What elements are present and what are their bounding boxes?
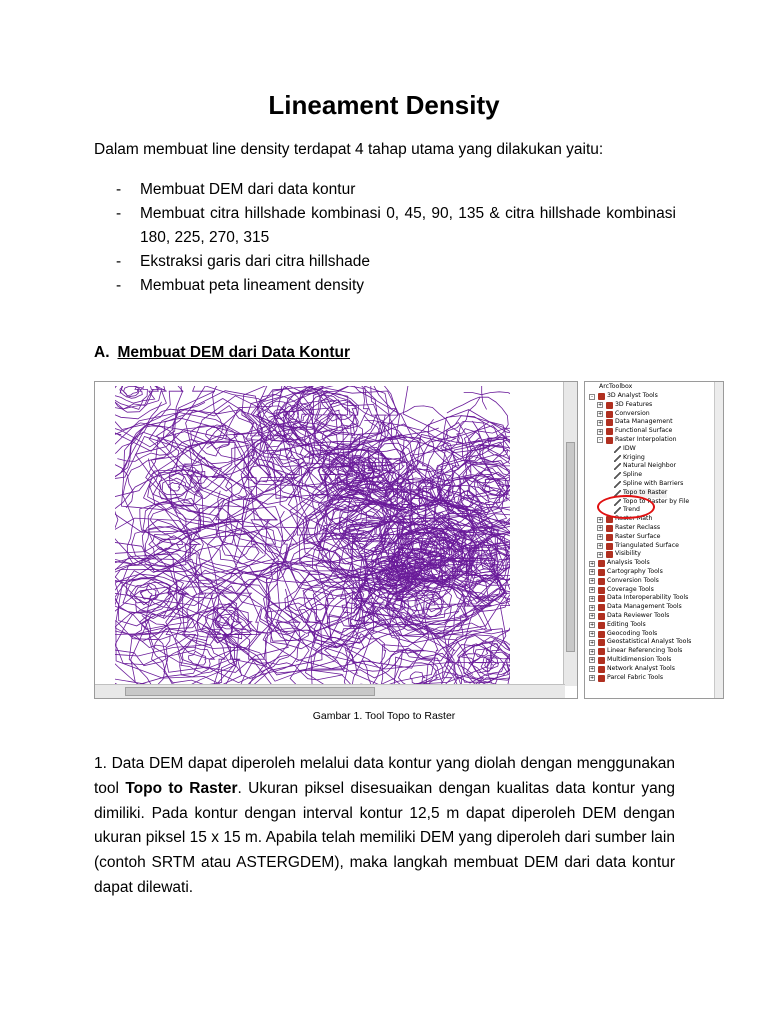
toolbox-tree-item[interactable]: [585, 638, 723, 647]
toolbox-icon: [606, 402, 613, 409]
expand-icon[interactable]: +: [598, 534, 603, 541]
expand-icon[interactable]: +: [590, 639, 595, 646]
expand-icon[interactable]: +: [590, 604, 595, 611]
expand-icon[interactable]: +: [598, 551, 603, 558]
toolbox-icon: [598, 595, 605, 602]
toolbox-icon: [598, 393, 605, 400]
toolbox-item-label: Data Interoperability Tools: [607, 594, 689, 602]
toolbox-tree-item[interactable]: [585, 489, 723, 498]
expand-icon[interactable]: +: [590, 578, 595, 585]
toolbox-icon: [606, 419, 613, 426]
toolbox-tree-item[interactable]: [585, 674, 723, 683]
toolbox-tree-item[interactable]: [585, 392, 723, 401]
toolbox-item-label: Raster Math: [615, 515, 653, 523]
page-title: Lineament Density: [268, 90, 500, 120]
expand-icon[interactable]: +: [590, 613, 595, 620]
list-item: - Membuat citra hillshade kombinasi 0, 45, 90, 135 & citra hillshade kombinasi 180, 225, 270, 315: [116, 202, 676, 250]
toolbox-icon: [598, 666, 605, 673]
expand-icon[interactable]: +: [590, 569, 595, 576]
toolbox-tree-item[interactable]: [585, 568, 723, 577]
expand-icon[interactable]: +: [590, 622, 595, 629]
toolbox-item-label: Coverage Tools: [607, 585, 654, 593]
scroll-thumb[interactable]: [125, 687, 375, 696]
toolbox-icon: [598, 631, 605, 638]
list-item: - Membuat peta lineament density: [116, 274, 676, 298]
expand-icon[interactable]: +: [590, 657, 595, 664]
toolbox-tree-item[interactable]: [585, 612, 723, 621]
toolbox-icon: [598, 657, 605, 664]
toolbox-icon: [598, 560, 605, 567]
figure-caption: Gambar 1. Tool Topo to Raster: [312, 710, 456, 722]
toolbox-icon: [606, 525, 613, 532]
toolbox-item-label: Natural Neighbor: [623, 462, 677, 470]
list-marker: -: [116, 277, 122, 294]
toolbox-item-label: Conversion: [615, 409, 650, 417]
toolbox-item-label: Spline: [623, 471, 643, 479]
expand-icon[interactable]: +: [590, 648, 595, 655]
highlight-circle: [597, 495, 655, 519]
toolbox-item-label: Kriging: [623, 453, 645, 461]
toolbox-scrollbar[interactable]: [714, 382, 723, 699]
toolbox-item-label: Trend: [623, 506, 640, 514]
toolbox-icon: [598, 613, 605, 620]
toolbox-tree-item[interactable]: [585, 630, 723, 639]
contour-line: [464, 386, 510, 398]
expand-icon[interactable]: +: [598, 402, 603, 409]
toolbox-item-label: Geocoding Tools: [607, 629, 658, 637]
toolbox-icon: [598, 587, 605, 594]
toolbox-item-label: Raster Reclass: [615, 523, 661, 531]
contour-map-image: [115, 386, 510, 684]
toolbox-tree-item[interactable]: [585, 454, 723, 463]
list-item: - Ekstraksi garis dari citra hillshade: [116, 250, 676, 274]
contour-line: [115, 402, 205, 463]
toolbox-tree-item[interactable]: [585, 533, 723, 542]
scroll-thumb[interactable]: [566, 442, 575, 652]
expand-icon[interactable]: +: [590, 666, 595, 673]
toolbox-item-label: Multidimension Tools: [607, 655, 672, 663]
toolbox-tree-item[interactable]: [585, 594, 723, 603]
toolbox-icon: [598, 604, 605, 611]
toolbox-icon: [598, 648, 605, 655]
toolbox-item-label: Spline with Barriers: [623, 479, 684, 487]
toolbox-tree-item[interactable]: [585, 647, 723, 656]
toolbox-item-label: Parcel Fabric Tools: [607, 673, 664, 681]
toolbox-icon: [598, 639, 605, 646]
expand-icon[interactable]: +: [598, 516, 603, 523]
section-number: A.: [94, 344, 110, 361]
toolbox-item-label: Raster Interpolation: [615, 435, 677, 443]
toolbox-icon: [606, 411, 613, 418]
toolbox-item-label: Analysis Tools: [607, 559, 650, 567]
toolbox-item-label: Cartography Tools: [607, 567, 663, 575]
toolbox-icon: [606, 534, 613, 541]
list-marker: -: [116, 181, 122, 198]
map-vertical-scrollbar[interactable]: [563, 382, 577, 686]
expand-icon[interactable]: +: [590, 595, 595, 602]
toolbox-item-label: IDW: [623, 444, 636, 452]
toolbox-tree-item[interactable]: [585, 436, 723, 445]
toolbox-item-label: 3D Features: [615, 400, 653, 408]
toolbox-tree-item[interactable]: [585, 445, 723, 454]
toolbox-header: ArcToolbox: [599, 383, 633, 390]
toolbox-tree-item[interactable]: [585, 462, 723, 471]
list-marker: -: [116, 253, 122, 270]
toolbox-item-label: Data Reviewer Tools: [607, 611, 670, 619]
toolbox-tree-item[interactable]: [585, 410, 723, 419]
toolbox-icon: [598, 675, 605, 682]
toolbox-tree-item[interactable]: [585, 418, 723, 427]
expand-icon[interactable]: +: [598, 543, 603, 550]
toolbox-item-label: Conversion Tools: [607, 576, 659, 584]
toolbox-tree-item[interactable]: [585, 427, 723, 436]
map-horizontal-scrollbar[interactable]: [95, 684, 565, 698]
toolbox-tree-item[interactable]: [585, 586, 723, 595]
toolbox-item-label: Triangulated Surface: [615, 541, 679, 549]
toolbox-icon: [606, 551, 613, 558]
expand-icon[interactable]: +: [598, 419, 603, 426]
toolbox-tree-item[interactable]: [585, 621, 723, 630]
toolbox-icon: [606, 543, 613, 550]
toolbox-item-label: Editing Tools: [607, 620, 646, 628]
toolbox-tree-item[interactable]: [585, 524, 723, 533]
expand-icon[interactable]: +: [590, 587, 595, 594]
expand-icon[interactable]: +: [590, 675, 595, 681]
toolbox-icon: [598, 622, 605, 629]
tool-name: Topo to Raster: [125, 779, 238, 797]
toolbox-item-label: Topo to Raster: [623, 488, 668, 496]
collapse-icon[interactable]: -: [589, 394, 595, 400]
toolbox-tree-item[interactable]: [585, 550, 723, 559]
intro-text: Dalam membuat line density terdapat 4 tahap utama yang dilakukan yaitu:: [94, 141, 604, 158]
toolbox-item-label: Data Management: [615, 418, 673, 426]
toolbox-item-label: Data Management Tools: [607, 603, 682, 611]
toolbox-item-label: Topo to Raster by File: [623, 497, 690, 505]
toolbox-tree-item[interactable]: [585, 480, 723, 489]
toolbox-item-label: Geostatistical Analyst Tools: [607, 638, 692, 646]
toolbox-item-label: 3D Analyst Tools: [607, 392, 658, 399]
tool-icon: [614, 455, 621, 462]
steps-list: [116, 178, 676, 298]
toolbox-item-label: Visibility: [615, 550, 641, 558]
section-title: Membuat DEM dari Data Kontur: [117, 344, 351, 361]
expand-icon[interactable]: +: [590, 631, 595, 638]
expand-icon[interactable]: +: [598, 411, 603, 418]
toolbox-tree-item[interactable]: [585, 603, 723, 612]
toolbox-tree-item[interactable]: [585, 401, 723, 410]
expand-icon[interactable]: +: [590, 560, 595, 567]
tool-icon: [614, 481, 621, 488]
expand-icon[interactable]: +: [598, 525, 603, 532]
toolbox-tree-item[interactable]: [585, 656, 723, 665]
contour-map-view: [94, 381, 578, 699]
toolbox-item-label: Network Analyst Tools: [607, 664, 675, 672]
toolbox-tree-item[interactable]: [585, 542, 723, 551]
figure-topo-to-raster: [94, 381, 724, 699]
toolbox-icon: [606, 428, 613, 435]
toolbox-item-label: Functional Surface: [615, 427, 673, 435]
toolbox-tree-item[interactable]: [585, 471, 723, 480]
list-item: - Membuat DEM dari data kontur: [116, 178, 676, 202]
toolbox-item-label: Raster Surface: [615, 532, 661, 540]
tool-icon: [614, 472, 621, 479]
toolbox-icon: [598, 578, 605, 585]
body-paragraph: 1. Data DEM dapat diperoleh melalui data kontur yang diolah dengan menggunakan tool Topo to Raster. Ukuran piksel disesuaikan dengan kualitas data kontur yang dimiliki. Pada kontur dengan interval kontur 12,5 m dapat diperoleh DEM dengan ukuran piksel 15 x 15 m. Apabila telah memiliki DEM yang diperoleh dari sumber lain (contoh SRTM atau ASTERGDEM), maka langkah membuat DEM dari data kontur dapat dilewati.: [94, 755, 675, 896]
collapse-icon[interactable]: -: [597, 437, 603, 443]
toolbox-icon: [598, 569, 605, 576]
section-heading: [94, 344, 350, 362]
contour-line: [228, 494, 321, 601]
toolbox-tree-item[interactable]: [585, 559, 723, 568]
arctoolbox-panel: [584, 381, 724, 699]
toolbox-tree-item[interactable]: [585, 577, 723, 586]
toolbox-icon: [606, 437, 613, 444]
toolbox-item-label: Linear Referencing Tools: [607, 647, 683, 655]
expand-icon[interactable]: +: [598, 428, 603, 435]
list-marker: -: [116, 205, 122, 222]
tool-icon: [614, 463, 621, 470]
tool-icon: [614, 446, 621, 453]
toolbox-tree-item[interactable]: [585, 665, 723, 674]
toolbox-tree-item[interactable]: [585, 515, 723, 524]
